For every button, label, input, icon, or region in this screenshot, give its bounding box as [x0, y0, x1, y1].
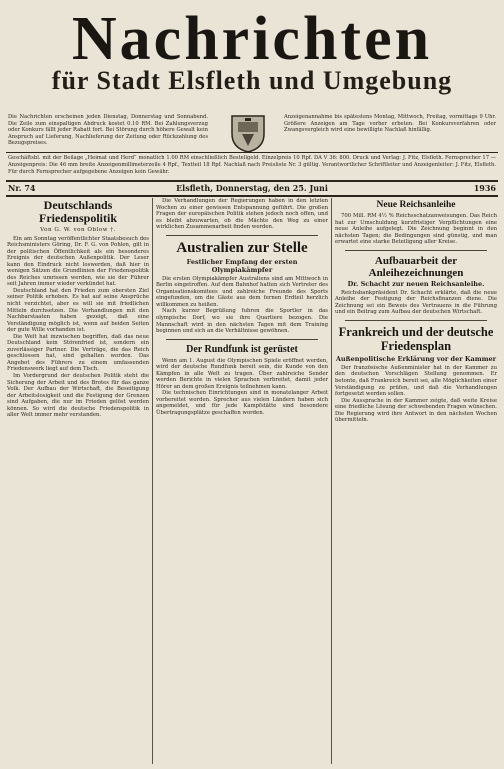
subheadline-schacht: Dr. Schacht zur neuen Reichsanleihe. [347, 279, 485, 288]
publisher-info: Geschäftsbl. mit der Beilage „Heimat und Herd“ monatlich 1.00 RM einschließlich Bestellgeld. Einzelpreis 10 Rpf. DA V 36: 800. Druck und Verlag: J. Fitz, Elsfleth. Fernsprecher 17 — Anzeigenpreis: Die 46 mm breite Anzeigenmillimeterzeile 4 Rpf., Textteil 18 Rpf. Nachlaß nach Preisliste Nr. 3 gültig. Verantwortlicher Schriftleiter und Anzeigenleiter: J. Fitz, Elsfleth. Für durch Fernsprecher aufgegebene Anzeigen kein Gewähr. [8, 155, 496, 175]
subheadline-kammer: Außenpolitische Erklärung vor der Kammer [335, 354, 497, 363]
article-paragraph: Die Aussprache in der Kammer zeigte, daß weite Kreise eine friedliche Lösung der schwebenden Fragen wünschen. Die Regierung wird ihre Antwort in den nächsten Wochen übermitteln. [335, 397, 497, 424]
masthead [6, 6, 498, 114]
article-paragraph: 700 Mill. RM 4½ % Reichsschatzanweisungen. Das Reich hat zur Umschuldung kurzfristiger Verpflichtungen eine neue Anleihe aufgelegt. Die Zeichnung beginnt in den nächsten Tagen; die Bedingungen sind günstig, und man erwartet eine starke Beteiligung aller Kreise. [335, 213, 497, 246]
headline-reichsanleihe: Neue Reichsanleihe [376, 200, 456, 210]
article-paragraph: Die Welt hat inzwischen begriffen, daß das neue Deutschland kein Störenfried ist, sondern ein zuverlässiger Partner. Die Verträge, die das Reich geschlossen hat, sind gehalten worden. Das Angebot des Führers zu einem umfassenden Friedenswerk liegt auf dem Tisch. [7, 333, 149, 373]
article-paragraph: Nach kurzer Begrüßung fuhren die Sportler in das olympische Dorf, wo sie ihre Quartiere bezogen. Die Mannschaft wird in den nächsten Tagen mit dem Training beginnen und sich an die Verhältnisse gewöhnen. [156, 308, 328, 335]
article-separator [166, 235, 318, 236]
column-divider [152, 198, 153, 764]
column-1 [7, 198, 149, 764]
byline: Von G. W. von Oblow †. [40, 227, 116, 233]
top-rule [6, 152, 498, 153]
column-divider [331, 198, 332, 764]
column-2 [156, 198, 328, 764]
article-paragraph: Reichsbankpräsident Dr. Schacht erklärte, daß die neue Anleihe der Festigung der Reichsfinanzen diene. Die Zeichnung sei ein Beweis des Vertrauens in die Führung und ein Beitrag zum Aufbau der deutschen Wirtschaft. [335, 289, 497, 316]
article-paragraph: Ein am Sonntag veröffentlichter Staatsbesuch des Reichsministers Göring, Dr. F. G. von Pohlen, gilt in der politischen Öffentlichkeit als ein besonderes Ereignis der deutschen Außenpolitik. Der Leser kann den Eindruck nicht loswerden, daß hier in wenigen Sätzen die Grundlinien der Friedenspolitik des Reiches umrissen werden, wie sie der Führer seit Jahren immer wieder verkündet hat. [7, 235, 149, 288]
article-paragraph: Deutschland hat den Frieden zum obersten Ziel seiner Politik erhoben. Es hat auf seine Ansprüche nicht verzichtet, aber es will sie mit friedlichen Mitteln durchsetzen. Die Verhandlungen mit den Nachbarstaaten haben gezeigt, daß eine Verständigung möglich ist, wenn auf beiden Seiten der gute Wille vorhanden ist. [7, 287, 149, 334]
article-paragraph: Wenn am 1. August die Olympischen Spiele eröffnet werden, wird der deutsche Rundfunk bereit sein, die Kunde von den Kämpfen in alle Welt zu tragen. Über zahlreiche Sender werden Berichte in vielen Sprachen verbreitet, damit jeder Hörer an dem großen Ereignis teilnehmen kann. [156, 357, 328, 390]
town-crest-icon [228, 112, 268, 154]
newspaper-subtitle: für Stadt Elsfleth und Umgebung [51, 66, 453, 95]
issue-year: 1936 [473, 183, 496, 193]
issue-number: Nr. 74 [8, 183, 36, 193]
advertising-notice: Anzeigenannahme bis spätestens Montag, Mittwoch, Freitag, vormittags 9 Uhr. Größere Anzeigen am Tage vorher erbeten. Bei Konkursverfahren oder Zwangsvergleich wird eine bewilligte Nachlaß hinfällig. [284, 114, 496, 134]
headline-australien: Australien zur Stelle [176, 239, 308, 256]
article-paragraph: Im Vordergrund der deutschen Politik steht die Sicherung der Arbeit und des Brotes für das ganze Volk. Der Aufbau der Wirtschaft, die Beseitigung der Arbeitslosigkeit und die Festigung der Grenzen sind Aufgaben, die nur im Frieden gelöst werden können. So wird die deutsche Friedenspolitik in aller Welt immer mehr verstanden. [7, 373, 149, 419]
subheadline-olympia: Festlicher Empfang der ersten Olympiakämpfer [186, 257, 298, 274]
article-paragraph: Der französische Außenminister hat in der Kammer zu den deutschen Vorschlägen Stellung genommen. Er betonte, daß Frankreich bereit sei, alle Möglichkeiten einer Verständigung zu prüfen, und daß die Verhandlungen fortgesetzt werden sollen. [335, 364, 497, 398]
headline-aufbauarbeit: Aufbauarbeit der Anleihezeichnungen [368, 254, 464, 279]
article-separator [345, 320, 487, 321]
headline-friedenspolitik: Deutschlands Friedenspolitik [38, 198, 117, 225]
headline-rundfunk: Der Rundfunk ist gerüstet [186, 343, 298, 355]
dateline-rule [6, 195, 498, 197]
column-3 [335, 198, 497, 764]
dateline [8, 183, 496, 195]
newspaper-title: Nachrichten [71, 5, 433, 73]
article-paragraph: Die technischen Einrichtungen sind in monatelanger Arbeit vorbereitet worden. Sprecher aus vielen Ländern haben sich angemeldet, und für jede Kampfstätte sind besondere Übertragungsplätze geschaffen worden. [156, 390, 328, 417]
article-separator [166, 339, 318, 340]
info-rule [6, 180, 498, 182]
subscription-notice: Die Nachrichten erscheinen jeden Dienstag, Donnerstag und Sonnabend. Die Zeile zum einspaltigen Abdruck kostet 0.10 RM. Bei Zahlungsverzug oder Konkurs fällt jeder Rabatt fort. Bei Störung durch höhere Gewalt kein Anspruch auf Lieferung, Nachlieferung der Zeitung oder Rückzahlung des Bezugspreises. [8, 114, 208, 147]
issue-date: Elsfleth, Donnerstag, den 25. Juni [176, 183, 328, 193]
article-separator [345, 250, 487, 251]
headline-frankreich: Frankreich und der deutsche Friedensplan [338, 324, 494, 353]
article-paragraph: Die Verhandlungen der Regierungen haben in den letzten Wochen zu einer gewissen Entspannung geführt. Die großen Fragen der europäischen Politik stehen jedoch noch offen, und es bleibt abzuwarten, ob die Mächte den Weg zu einer wirklichen Zusammenarbeit finden werden. [156, 198, 328, 231]
article-paragraph: Die ersten Olympiakämpfer Australiens sind am Mittwoch in Berlin eingetroffen. Auf dem Bahnhof hatten sich Vertreter des Organisationskomitees und zahlreiche Freunde des Sports eingefunden, um die Gäste aus dem fernen Erdteil herzlich willkommen zu heißen. [156, 275, 328, 308]
